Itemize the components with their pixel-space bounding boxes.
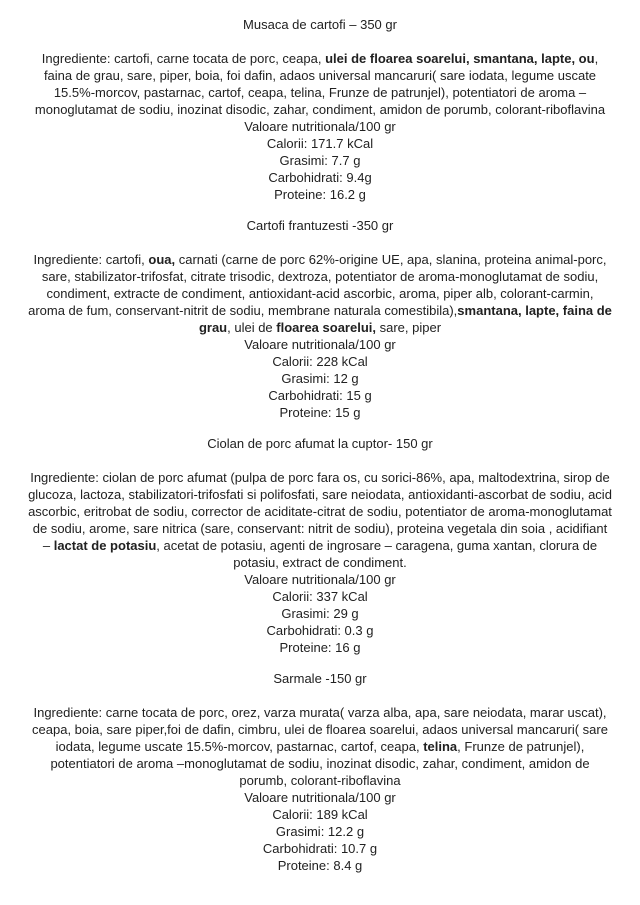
product-ingredients	[28, 469, 612, 571]
nutrition-calories: Calorii: 189 kCal	[272, 807, 368, 822]
product-section-sarmale	[28, 670, 612, 874]
nutrition-calories: Calorii: 228 kCal	[272, 354, 368, 369]
nutrition-carbs: Carbohidrati: 0.3 g	[266, 623, 374, 638]
product-section-cartofi-frantuzesti	[28, 217, 612, 421]
ingredient-text: sare, piper	[376, 320, 442, 335]
ingredient-text-bold: ulei de floarea soarelui, smantana, lapte, ou	[325, 51, 595, 66]
nutrition-protein: Proteine: 8.4 g	[277, 858, 363, 873]
ingredient-text: carnati (carne de porc 62%-origine UE, apa, slanina, proteina animal-porc, sare, stabilizator-trifosfat, citrate trisodic, dextroza, potentiator de aroma-monoglutamat de sodiu, condiment, extracte de condiment, antioxidant-acid ascorbic, aroma, piper alb, colorant-carmin, aroma de fum, conservant-nitrit de sodiu, membrane naturala comestibila),	[28, 252, 607, 318]
nutrition-fat: Grasimi: 29 g	[281, 606, 359, 621]
nutrition-carbs: Carbohidrati: 15 g	[268, 388, 372, 403]
nutrition-header: Valoare nutritionala/100 gr	[244, 790, 396, 805]
ingredient-text: , faina de grau, sare, piper, boia, foi dafin, adaos universal mancaruri( sare iodata, legume uscate 15.5%-morcov, pastarnac, cartof, ceapa, telina, Frunze de patrunjel), potentiatori de aroma – monoglutamat de sodiu, inozinat disodic, zahar, condiment, amidon de porumb, colorant-riboflavina	[34, 51, 606, 117]
product-title: Musaca de cartofi – 350 gr	[243, 17, 397, 32]
product-title: Sarmale -150 gr	[273, 671, 367, 686]
ingredient-text-bold: lactat de potasiu	[53, 538, 157, 553]
nutrition-carbs: Carbohidrati: 9.4g	[268, 170, 372, 185]
ingredient-text: , acetat de potasiu, agenti de ingrosare – caragena, guma xantan, clorura de potasiu, extract de condiment.	[156, 538, 598, 570]
nutrition-protein: Proteine: 15 g	[279, 405, 361, 420]
product-ingredients	[28, 704, 612, 789]
product-title: Cartofi frantuzesti -350 gr	[246, 218, 394, 233]
ingredient-text: Ingrediente: cartofi,	[33, 252, 149, 267]
ingredient-text-bold: floarea soarelui,	[276, 320, 376, 335]
product-section-ciolan-de-porc	[28, 435, 612, 656]
ingredient-text-bold: smantana, lapte, faina de grau	[198, 303, 612, 335]
ingredient-text: , ulei de	[227, 320, 277, 335]
ingredient-text-bold: oua,	[148, 252, 176, 267]
nutrition-fat: Grasimi: 12.2 g	[275, 824, 365, 839]
ingredient-text: Ingrediente: cartofi, carne tocata de porc, ceapa,	[41, 51, 326, 66]
nutrition-protein: Proteine: 16.2 g	[274, 187, 366, 202]
nutrition-calories: Calorii: 171.7 kCal	[266, 136, 374, 151]
product-ingredients	[28, 251, 612, 336]
ingredient-text-bold: telina	[423, 739, 458, 754]
product-title: Ciolan de porc afumat la cuptor- 150 gr	[207, 436, 433, 451]
ingredient-text: Ingrediente: carne tocata de porc, orez, varza murata( varza alba, apa, sare neiodata, marar uscat), ceapa, boia, sare piper,foi de dafin, cimbru, ulei de floarea soarelui, adaos universal mancaruri( sare iodata, legume uscate 15.5%-morcov, pastarnac, cartof, ceapa,	[32, 705, 608, 754]
product-ingredients	[28, 50, 612, 118]
nutrition-header: Valoare nutritionala/100 gr	[244, 119, 396, 134]
ingredient-text: Ingrediente: ciolan de porc afumat (pulpa de porc fara os, cu sorici-86%, apa, maltodextrina, sirop de glucoza, lactoza, stabilizatori-trifosfati si polifosfati, sare neiodata, antioxidanti-ascorbat de sodiu, acid ascorbic, eritrobat de sodiu, corrector de aciditate-citrat de sodiu, potentiator de aroma-monoglutamat de sodiu, arome, sare nitrica (sare, conservant: nitrit de sodiu), proteina vegetala din soia , acidifiant –	[28, 470, 612, 553]
nutrition-header: Valoare nutritionala/100 gr	[244, 572, 396, 587]
nutrition-fat: Grasimi: 7.7 g	[279, 153, 361, 168]
nutrition-protein: Proteine: 16 g	[279, 640, 361, 655]
nutrition-calories: Calorii: 337 kCal	[272, 589, 368, 604]
nutrition-fat: Grasimi: 12 g	[281, 371, 359, 386]
ingredient-text: , Frunze de patrunjel), potentiatori de aroma –monoglutamat de sodiu, inozinat disodic, zahar, condiment, amidon de porumb, colorant-riboflavina	[50, 739, 590, 788]
nutrition-header: Valoare nutritionala/100 gr	[244, 337, 396, 352]
product-section-musaca-de-cartofi	[28, 16, 612, 203]
nutrition-carbs: Carbohidrati: 10.7 g	[262, 841, 378, 856]
